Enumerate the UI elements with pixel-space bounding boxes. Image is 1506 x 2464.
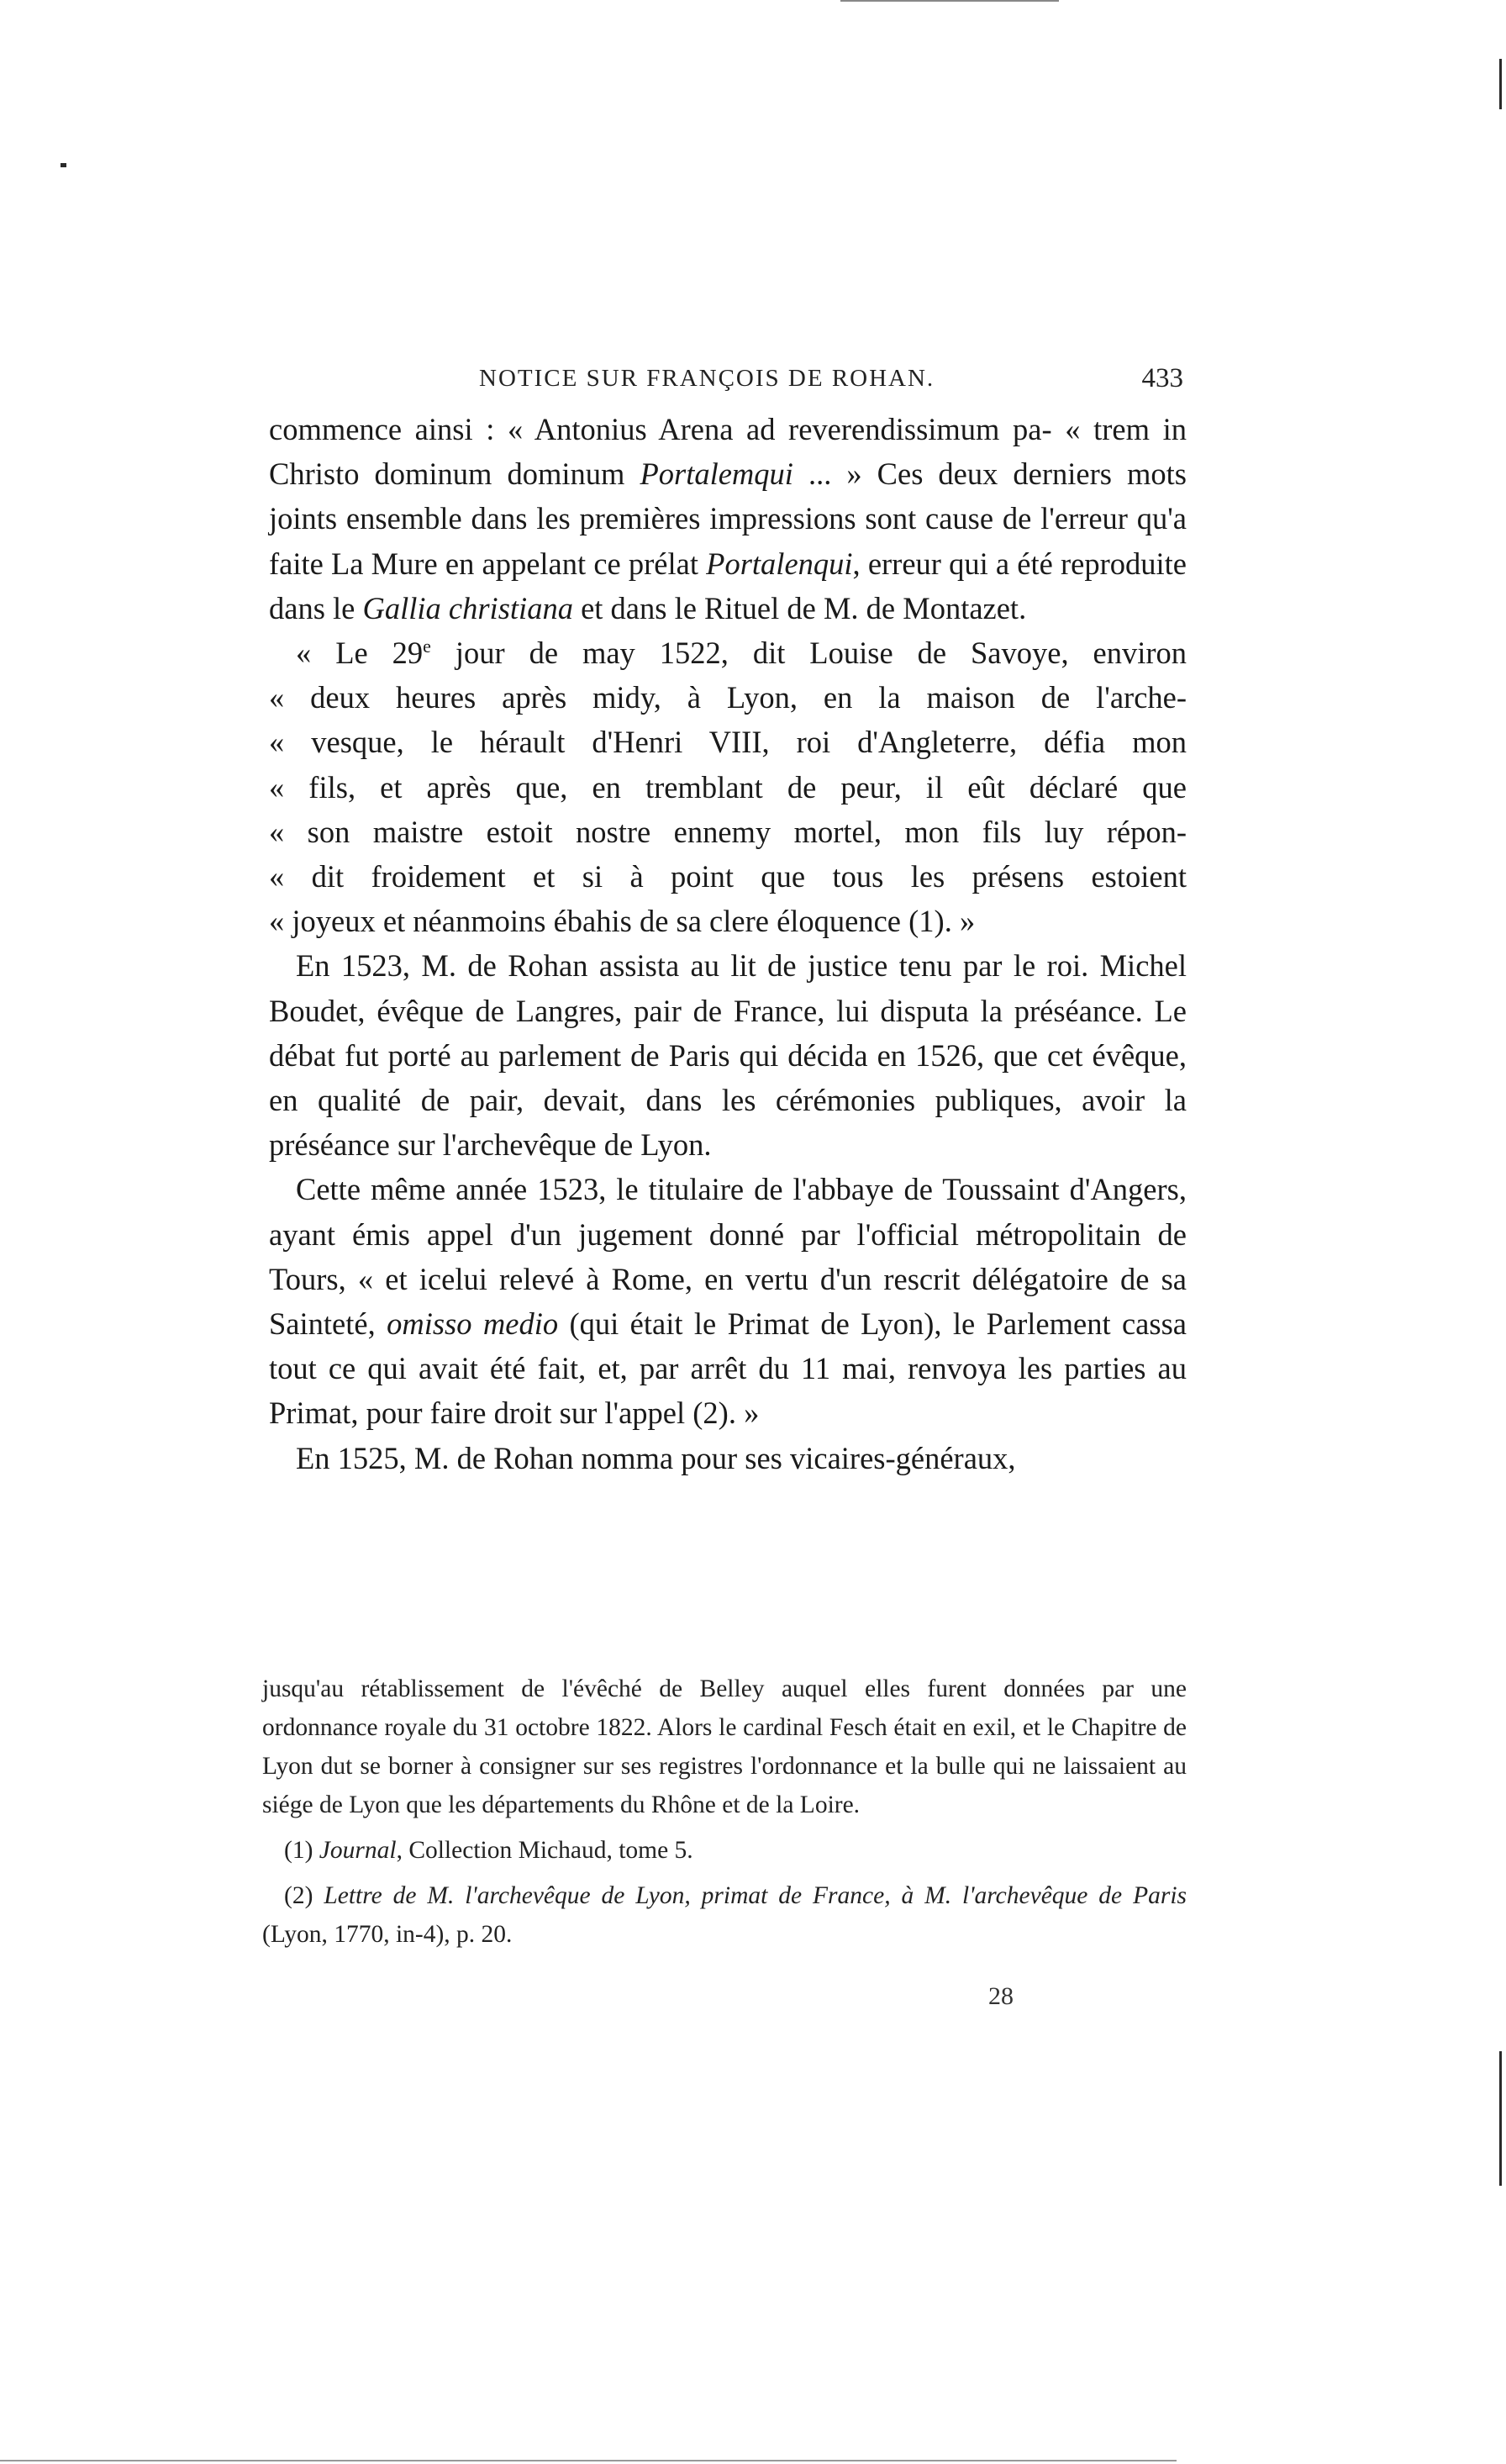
- paragraph-1: [269, 407, 1187, 631]
- scan-edge-mark: [1499, 2051, 1502, 2186]
- footnote-1: [262, 1831, 1187, 1870]
- italic-title: Lettre de M. l'archevêque de Lyon, primat de France, à M. l'archevêque de Paris: [324, 1882, 1187, 1909]
- page-number: 433: [1141, 363, 1183, 393]
- text-run: commence ainsi : « Antonius Arena ad reverendissimum pa- « trem in Christo dominum dominum: [269, 412, 1187, 492]
- running-title: NOTICE SUR FRANÇOIS DE ROHAN.: [479, 365, 935, 392]
- footnote-number: (2): [284, 1882, 324, 1909]
- scan-line-bottom: [0, 2460, 1177, 2461]
- main-text: [269, 407, 1187, 1480]
- quotation-block: [269, 631, 1187, 943]
- text-run: jour de may 1522, dit Louise de Savoye, environ: [430, 636, 1187, 671]
- italic-title: Journal: [319, 1837, 397, 1864]
- superscript: e: [423, 635, 431, 657]
- text-run: « Le 29: [296, 636, 424, 671]
- italic-term: Portalemqui: [640, 456, 793, 492]
- quote-line: « son maistre estoit nostre ennemy mortel, mon fils luy répon-: [269, 814, 1187, 849]
- text-run: , Collection Michaud, tome 5.: [396, 1837, 693, 1864]
- italic-term: Gallia christiana: [362, 590, 573, 625]
- quote-line: « deux heures après midy, à Lyon, en la maison de l'arche-: [269, 680, 1187, 715]
- italic-term: omisso medio: [387, 1306, 559, 1342]
- quote-line: « joyeux et néanmoins ébahis de sa clere éloquence (1). »: [269, 904, 976, 939]
- text-run: , erreur qui a été reproduite dans le: [269, 546, 1187, 625]
- paragraph-4: En 1525, M. de Rohan nomma pour ses vicaires-généraux,: [296, 1440, 1016, 1475]
- text-run: Cette même année 1523, le titulaire de l'abbaye de Toussaint d'Angers, ayant émis appel d'un jugement donné par l'official métropolitain de Tours, « et icelui relevé à Rome, en vertu d'un rescrit délégatoire de sa Sainteté,: [269, 1172, 1187, 1342]
- quote-line: « vesque, le hérault d'Henri VIII, roi d'Angleterre, défia mon: [269, 725, 1187, 760]
- signature-mark: 28: [988, 1982, 1014, 2010]
- quote-line: « dit froidement et si à point que tous les présens estoient: [269, 859, 1187, 894]
- paragraph-3: [269, 1167, 1187, 1435]
- text-run: (qui était le Primat de Lyon), le Parlement cassa tout ce qui avait été fait, et, par arrêt du 11 mai, renvoya les parties au Primat, pour faire droit sur l'appel (2). »: [269, 1306, 1187, 1431]
- scan-line-top: [840, 0, 1059, 2]
- italic-term: Portalenqui: [706, 546, 853, 581]
- footnote-number: (1): [284, 1837, 319, 1864]
- text-run: ... » Ces deux derniers mots joints ensemble dans les premières impressions sont cause de l'erreur qu'a faite La Mure en appelant ce prélat: [269, 456, 1187, 581]
- text-run: (Lyon, 1770, in-4), p. 20.: [262, 1921, 513, 1948]
- text-run: et dans le Rituel de M. de Montazet.: [572, 590, 1027, 625]
- page-header: [269, 356, 1187, 407]
- footnotes: [262, 1670, 1187, 1954]
- footnote-2: [262, 1876, 1187, 1954]
- scan-dot: [61, 163, 66, 167]
- scan-edge-mark: [1499, 59, 1502, 109]
- footnote-continuation: jusqu'au rétablissement de l'évêché de Belley auquel elles furent données par une ordonnance royale du 31 octobre 1822. Alors le cardinal Fesch était en exil, et le Chapitre de Lyon dut se borner à consigner sur ses registres l'ordonnance et la bulle qui ne laissaient au siége de Lyon que les départements du Rhône et de la Loire.: [262, 1675, 1187, 1818]
- quote-line: « fils, et après que, en tremblant de peur, il eût déclaré que: [269, 769, 1187, 805]
- quote-line: [269, 631, 1187, 675]
- paragraph-2: En 1523, M. de Rohan assista au lit de justice tenu par le roi. Michel Boudet, évêque de Langres, pair de France, lui disputa la préséance. Le débat fut porté au parlement de Paris qui décida en 1526, que cet évêque, en qualité de pair, devait, dans les cérémonies publiques, avoir la préséance sur l'archevêque de Lyon.: [269, 948, 1187, 1163]
